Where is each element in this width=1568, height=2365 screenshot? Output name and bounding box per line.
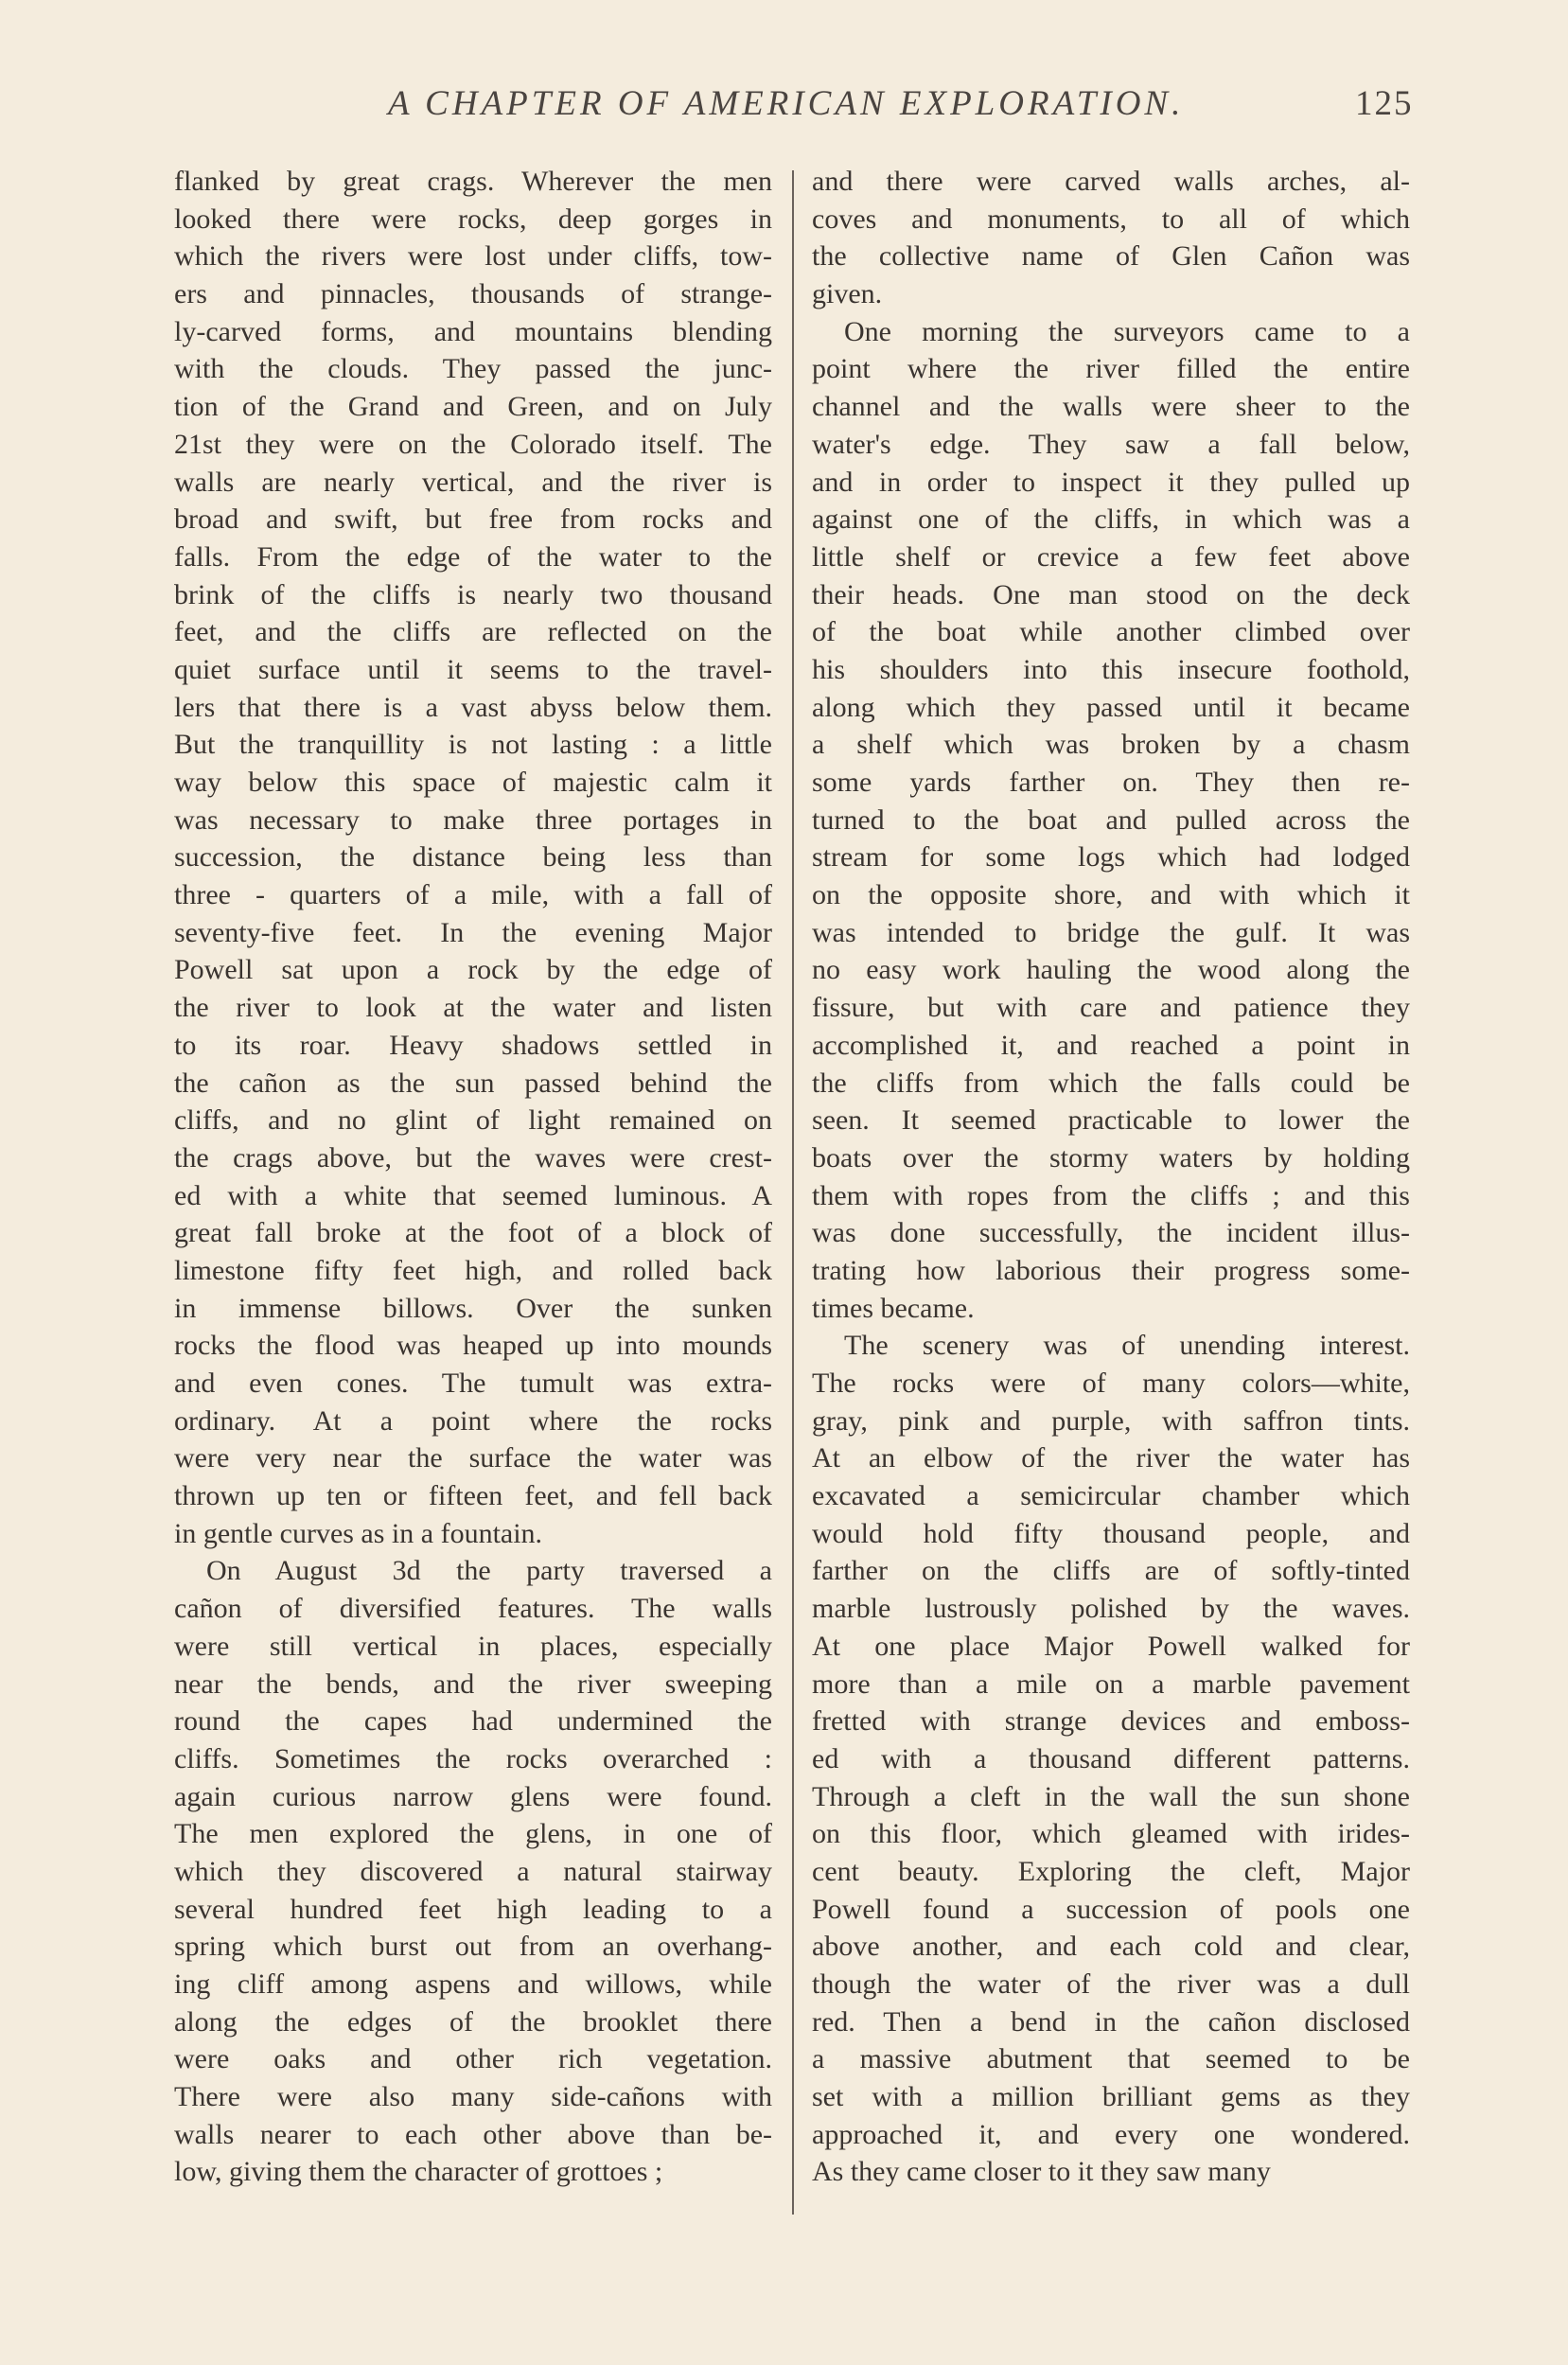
- text-line: the collective name of Glen Cañon was: [812, 240, 1410, 273]
- right-column: [812, 163, 1410, 2191]
- text-line: accomplished it, and reached a point in: [812, 1029, 1410, 1061]
- text-line: their heads. One man stood on the deck: [812, 578, 1410, 610]
- text-line: At one place Major Powell walked for: [812, 1630, 1410, 1662]
- text-line: channel and the walls were sheer to the: [812, 391, 1410, 423]
- text-line: would hold fifty thousand people, and: [812, 1517, 1410, 1549]
- text-line: walls are nearly vertical, and the river is: [174, 466, 772, 498]
- text-line: and there were carved walls arches, al-: [812, 166, 1410, 197]
- text-line: set with a million brilliant gems as they: [812, 2081, 1410, 2113]
- text-line: with the clouds. They passed the junc-: [174, 353, 772, 385]
- text-line: boats over the stormy waters by holding: [812, 1141, 1410, 1174]
- text-line: along the edges of the brooklet there: [174, 2005, 772, 2038]
- text-line: thrown up ten or fifteen feet, and fell back: [174, 1480, 772, 1512]
- text-line: way below this space of majestic calm it: [174, 767, 772, 798]
- text-line: was intended to bridge the gulf. It was: [812, 916, 1410, 948]
- text-line: feet, and the cliffs are reflected on the: [174, 616, 772, 648]
- text-line: on the opposite shore, and with which it: [812, 879, 1410, 911]
- text-line: in immense billows. Over the sunken: [174, 1292, 772, 1324]
- text-line: ordinary. At a point where the rocks: [174, 1404, 772, 1437]
- text-line: three - quarters of a mile, with a fall of: [174, 879, 772, 911]
- text-line: limestone fifty feet high, and rolled back: [174, 1254, 772, 1286]
- text-line: no easy work hauling the wood along the: [812, 954, 1410, 986]
- text-line: rocks the flood was heaped up into mounds: [174, 1330, 772, 1362]
- text-line: succession, the distance being less than: [174, 841, 772, 874]
- text-line: Through a cleft in the wall the sun shone: [812, 1780, 1410, 1812]
- text-line: At an elbow of the river the water has: [812, 1442, 1410, 1474]
- text-line: along which they passed until it became: [812, 691, 1410, 723]
- text-line: ing cliff among aspens and willows, while: [174, 1968, 772, 2000]
- text-line: were very near the surface the water was: [174, 1442, 772, 1474]
- text-line: cliffs, and no glint of light remained on: [174, 1104, 772, 1137]
- text-line: on this floor, which gleamed with irides-: [812, 1818, 1410, 1850]
- text-line: 21st they were on the Colorado itself. The: [174, 428, 772, 460]
- page-number: 125: [1355, 84, 1414, 123]
- text-line: a shelf which was broken by a chasm: [812, 729, 1410, 761]
- text-line: ers and pinnacles, thousands of strange-: [174, 278, 772, 310]
- text-line: were oaks and other rich vegetation.: [174, 2043, 772, 2075]
- text-line: One morning the surveyors came to a: [844, 315, 1410, 347]
- text-line: great fall broke at the foot of a block of: [174, 1217, 772, 1249]
- text-line: were still vertical in places, especially: [174, 1630, 772, 1662]
- text-line: cent beauty. Exploring the cleft, Major: [812, 1855, 1410, 1887]
- text-line: the river to look at the water and listen: [174, 992, 772, 1024]
- text-line: But the tranquillity is not lasting : a little: [174, 729, 772, 761]
- text-line: and in order to inspect it they pulled up: [812, 466, 1410, 498]
- text-line: Powell sat upon a rock by the edge of: [174, 954, 772, 986]
- left-column: [174, 163, 772, 2191]
- text-line: marble lustrously polished by the waves.: [812, 1593, 1410, 1625]
- running-head: A CHAPTER OF AMERICAN EXPLORATION.: [388, 84, 1185, 123]
- text-line: broad and swift, but free from rocks and: [174, 503, 772, 536]
- text-line: gray, pink and purple, with saffron tints.: [812, 1404, 1410, 1437]
- text-line: cañon of diversified features. The walls: [174, 1593, 772, 1625]
- text-line: though the water of the river was a dull: [812, 1968, 1410, 2000]
- text-line: The rocks were of many colors—white,: [812, 1368, 1410, 1399]
- text-line: The men explored the glens, in one of: [174, 1818, 772, 1850]
- text-line: round the capes had undermined the: [174, 1705, 772, 1738]
- text-line: water's edge. They saw a fall below,: [812, 428, 1410, 460]
- text-line: times became.: [812, 1292, 975, 1324]
- text-line: against one of the cliffs, in which was a: [812, 503, 1410, 536]
- text-line: the crags above, but the waves were crest-: [174, 1141, 772, 1174]
- text-line: seventy-five feet. In the evening Major: [174, 916, 772, 948]
- text-line: several hundred feet high leading to a: [174, 1893, 772, 1925]
- text-line: red. Then a bend in the cañon disclosed: [812, 2005, 1410, 2038]
- text-line: the cañon as the sun passed behind the: [174, 1067, 772, 1099]
- text-line: quiet surface until it seems to the travel-: [174, 653, 772, 685]
- text-line: his shoulders into this insecure foothold,: [812, 653, 1410, 685]
- text-line: excavated a semicircular chamber which: [812, 1480, 1410, 1512]
- text-line: flanked by great crags. Wherever the men: [174, 166, 772, 197]
- text-line: in gentle curves as in a fountain.: [174, 1517, 543, 1549]
- text-line: cliffs. Sometimes the rocks overarched :: [174, 1742, 772, 1774]
- text-line: turned to the boat and pulled across the: [812, 803, 1410, 836]
- text-line: and even cones. The tumult was extra-: [174, 1368, 772, 1399]
- text-line: fissure, but with care and patience they: [812, 992, 1410, 1024]
- text-line: the cliffs from which the falls could be: [812, 1067, 1410, 1099]
- text-line: more than a mile on a marble pavement: [812, 1668, 1410, 1700]
- text-line: again curious narrow glens were found.: [174, 1780, 772, 1812]
- text-line: The scenery was of unending interest.: [844, 1330, 1410, 1362]
- text-line: There were also many side-cañons with: [174, 2081, 772, 2113]
- text-line: coves and monuments, to all of which: [812, 203, 1410, 235]
- text-line: As they came closer to it they saw many: [812, 2156, 1271, 2188]
- text-line: On August 3d the party traversed a: [206, 1555, 772, 1587]
- text-line: given.: [812, 278, 883, 310]
- text-line: stream for some logs which had lodged: [812, 841, 1410, 874]
- text-line: a massive abutment that seemed to be: [812, 2043, 1410, 2075]
- text-line: walls nearer to each other above than be-: [174, 2118, 772, 2150]
- text-line: ed with a white that seemed luminous. A: [174, 1179, 772, 1211]
- text-line: above another, and each cold and clear,: [812, 1931, 1410, 1963]
- text-line: farther on the cliffs are of softly-tinted: [812, 1555, 1410, 1587]
- text-line: seen. It seemed practicable to lower the: [812, 1104, 1410, 1137]
- text-line: approached it, and every one wondered.: [812, 2118, 1410, 2150]
- column-rule: [792, 170, 794, 2215]
- text-line: tion of the Grand and Green, and on July: [174, 391, 772, 423]
- text-line: spring which burst out from an overhang-: [174, 1931, 772, 1963]
- text-line: was done successfully, the incident illus-: [812, 1217, 1410, 1249]
- text-line: ly-carved forms, and mountains blending: [174, 315, 772, 347]
- text-line: fretted with strange devices and emboss-: [812, 1705, 1410, 1738]
- text-line: point where the river filled the entire: [812, 353, 1410, 385]
- text-line: looked there were rocks, deep gorges in: [174, 203, 772, 235]
- text-line: of the boat while another climbed over: [812, 616, 1410, 648]
- text-line: low, giving them the character of grottoes ;: [174, 2156, 663, 2188]
- text-line: was necessary to make three portages in: [174, 803, 772, 836]
- text-line: ed with a thousand different patterns.: [812, 1742, 1410, 1774]
- text-line: little shelf or crevice a few feet above: [812, 540, 1410, 573]
- text-line: Powell found a succession of pools one: [812, 1893, 1410, 1925]
- text-line: them with ropes from the cliffs ; and this: [812, 1179, 1410, 1211]
- text-line: brink of the cliffs is nearly two thousand: [174, 578, 772, 610]
- text-line: lers that there is a vast abyss below them.: [174, 691, 772, 723]
- text-line: falls. From the edge of the water to the: [174, 540, 772, 573]
- text-line: trating how laborious their progress some-: [812, 1254, 1410, 1286]
- text-line: some yards farther on. They then re-: [812, 767, 1410, 798]
- text-line: near the bends, and the river sweeping: [174, 1668, 772, 1700]
- text-line: to its roar. Heavy shadows settled in: [174, 1029, 772, 1061]
- text-line: which the rivers were lost under cliffs, tow-: [174, 240, 772, 273]
- text-line: which they discovered a natural stairway: [174, 1855, 772, 1887]
